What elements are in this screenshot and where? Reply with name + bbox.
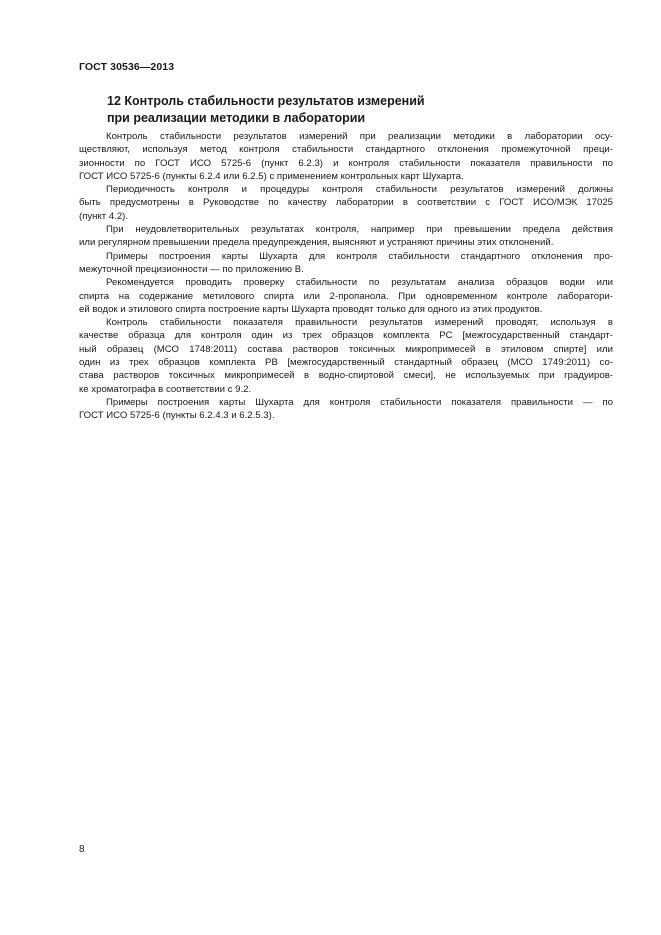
document-code: ГОСТ 30536—2013: [79, 61, 175, 73]
paragraph-line: Примеры построения карты Шухарта для контроля стабильности показателя правильности — по: [106, 396, 613, 408]
section-heading-line-1: 12 Контроль стабильности результатов измерений: [107, 94, 425, 108]
paragraph-line: ей водок и этилового спирта построение карты Шухарта проводят только для одного из этих продуктов.: [79, 303, 543, 315]
paragraph-line: зионности по ГОСТ ИСО 5725-6 (пункт 6.2.3) и контроля стабильности показателя правильности по: [79, 157, 613, 169]
paragraph-line: Контроль стабильности результатов измерений при реализации методики в лаборатории осу-: [106, 131, 613, 142]
paragraph-line: ке хроматографа в соответствии с 9.2.: [79, 383, 252, 395]
paragraph-line: качестве образца для контроля один из трех образцов комплекта РС [межгосударственный стандарт-: [79, 330, 613, 342]
paragraph-line: межуточной прецизионности — по приложению В.: [79, 263, 304, 275]
paragraph-line: спирта на содержание метилового спирта или 2-пропанола. При одновременном контроле лаборатори-: [79, 290, 613, 302]
section-body: [79, 130, 613, 423]
paragraph-line: быть предусмотрены в Руководстве по качеству лаборатории в соответствии с ГОСТ ИСО/МЭК 17025: [79, 197, 613, 209]
paragraph-line: При неудовлетворительных результатах контроля, например при превышении предела действия: [106, 224, 613, 236]
paragraph-line: (пункт 4.2).: [79, 210, 129, 222]
paragraph-line: Примеры построения карты Шухарта для контроля стабильности стандартного отклонения про-: [106, 250, 613, 262]
paragraph-line: ГОСТ ИСО 5725-6 (пункты 6.2.4.3 и 6.2.5.3).: [79, 410, 275, 422]
paragraph-line: ществляют, используя метод контроля стабильности стандартного отклонения промежуточной преци-: [79, 144, 613, 156]
section-heading-line-2: при реализации методики в лаборатории: [107, 111, 366, 125]
paragraph-line: става растворов токсичных микропримесей в водно-спиртовой смеси], не используемых при градуиров-: [79, 370, 613, 382]
paragraph-line: ный образец (МСО 1748:2011) состава растворов токсичных микропримесей в этиловом спирте] или: [79, 343, 613, 355]
paragraph-line: Периодичность контроля и процедуры контроля стабильности результатов измерений должны: [106, 184, 613, 196]
paragraph-line: Контроль стабильности показателя правильности результатов измерений проводят, используя в: [106, 317, 613, 329]
paragraph-line: один из трех образцов комплекта РВ [межгосударственный стандартный образец (МСО 1749:2011) со-: [79, 357, 613, 369]
paragraph-line: или регулярном превышении предела предупреждения, выясняют и устраняют причины этих отклонений.: [79, 237, 554, 249]
section-heading: [107, 93, 425, 127]
page-number: 8: [79, 844, 85, 855]
paragraph-line: Рекомендуется проводить проверку стабильности по результатам анализа образцов водки или: [106, 277, 613, 289]
paragraph-line: ГОСТ ИСО 5725-6 (пункты 6.2.4 или 6.2.5) с применением контрольных карт Шухарта.: [79, 170, 464, 182]
